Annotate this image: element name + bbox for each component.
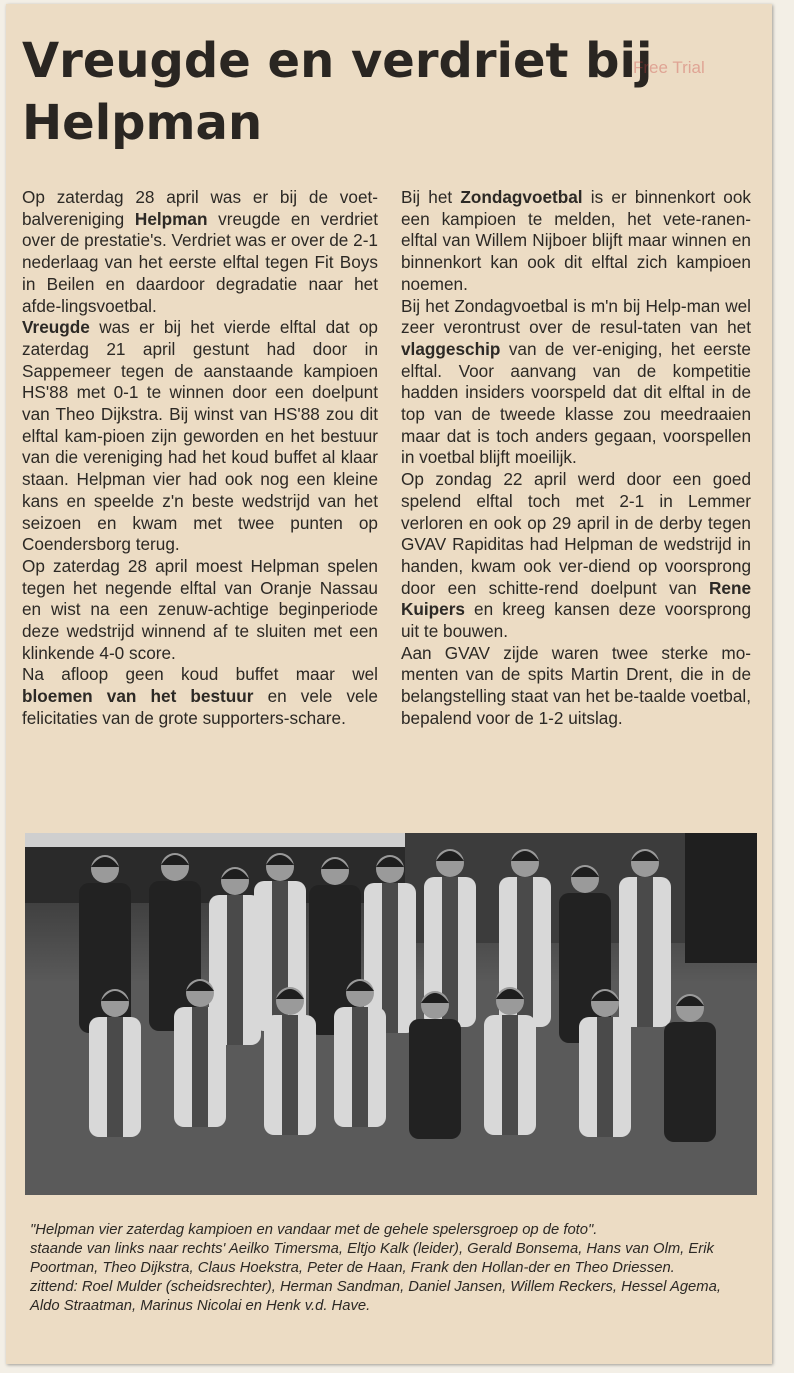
headline-line-1: Vreugde en verdriet bij [22, 33, 653, 89]
headline [22, 30, 742, 154]
bold-text: Helpman [134, 208, 208, 229]
headline-line-2: Helpman [22, 95, 263, 151]
paragraph: Op zaterdag 28 april moest Helpman spelen tegen het negende elftal van Oranje Nassau en wist na een zenuw-achtige beginperiode deze wedstrijd winnend af te sluiten met een klinkende 4-0 score. [22, 555, 378, 663]
player-body [664, 1022, 716, 1142]
caption-standing: staande van links naar rechts' Aeilko Timersma, Eltjo Kalk (leider), Gerald Bonsema, Hans van Olm, Erik Poortman, Theo Dijkstra, Claus Hoekstra, Peter de Haan, Frank den Hollan-der en Theo Driessen. [30, 1241, 714, 1276]
caption-sitting: zittend: Roel Mulder (scheidsrechter), Herman Sandman, Daniel Jansen, Willem Reckers, Hessel Agema, Aldo Straatman, Marinus Nicolai en Henk v.d. Have. [30, 1279, 721, 1314]
watermark-text: Free Trial [633, 58, 705, 77]
bold-text: bloemen van het bestuur [22, 686, 254, 707]
bold-text: Rene Kuipers [401, 577, 751, 620]
bold-text: vlaggeschip [401, 338, 501, 359]
paragraph: Bij het Zondagvoetbal is m'n bij Help-man wel zeer verontrust over de resul-taten van het vlaggeschip van de ver-eniging, het eerste elftal. Voor aanvang van de kompetitie hadden insiders voorspeld dat dit elftal in de top van de tweede klasse zou meedraaien maar dat is toch anders gegaan, voorspellen in voetbal blijft moeilijk. [401, 295, 751, 468]
caption-title: "Helpman vier zaterdag kampioen en vandaar met de gehele spelersgroep op de foto". [30, 1222, 598, 1238]
photo-caption [30, 1221, 754, 1316]
team-photo [25, 833, 757, 1195]
team-photo-illustration [25, 833, 757, 1195]
article-left-column [22, 187, 378, 730]
paragraph: Bij het Zondagvoetbal is er binnenkort ook een kampioen te melden, het vete-ranen-elftal van Willem Nijboer blijft maar winnen en binnenkort kan ook dit elftal zich kampioen noemen. [401, 187, 751, 294]
paragraph: Op zaterdag 28 april was er bij de voet-balvereniging Helpman vreugde en verdriet over de prestatie's. Verdriet was er over de 2-1 nederlaag van het eerste elftal tegen Fit Boys in Beilen en daardoor degradatie naar het afde-lingsvoetbal. [22, 187, 378, 316]
bold-text: Zondagvoetbal [460, 187, 583, 207]
paragraph: Na afloop geen koud buffet maar wel bloemen van het bestuur en vele vele felicitaties van de grote supporters-schare. [22, 664, 378, 728]
player-body [409, 1019, 461, 1139]
article-right-column [401, 187, 751, 730]
bold-text: Vreugde [22, 317, 90, 338]
paragraph: Vreugde was er bij het vierde elftal dat op zaterdag 21 april gestunt had door in Sappemeer tegen de aanstaande kampioen HS'88 met 0-1 te winnen door een doelpunt van Theo Dijkstra. Bij winst van HS'88 zou dit elftal kam-pioen zijn geworden en het bestuur van die vereniging had het koud buffet al klaar staan. Helpman vier had ook nog een kleine kans en speelde z'n beste wedstrijd van het seizoen en kwam met twee punten op Coendersborg terug. [22, 317, 378, 555]
paragraph: Aan GVAV zijde waren twee sterke mo-menten van de spits Martin Drent, die in de belangstelling staat van het be-taalde voetbal, bepalend voor de 1-2 uitslag. [401, 642, 751, 728]
paragraph: Op zondag 22 april werd door een goed spelend elftal toch met 2-1 in Lemmer verloren en ook op 29 april in de derby tegen GVAV Rapiditas had Helpman de wedstrijd in handen, kwam ook ver-diend op voorsprong door een schitte-rend doelpunt van Rene Kuipers en kreeg kansen deze voorsprong uit te bouwen. [401, 469, 751, 642]
